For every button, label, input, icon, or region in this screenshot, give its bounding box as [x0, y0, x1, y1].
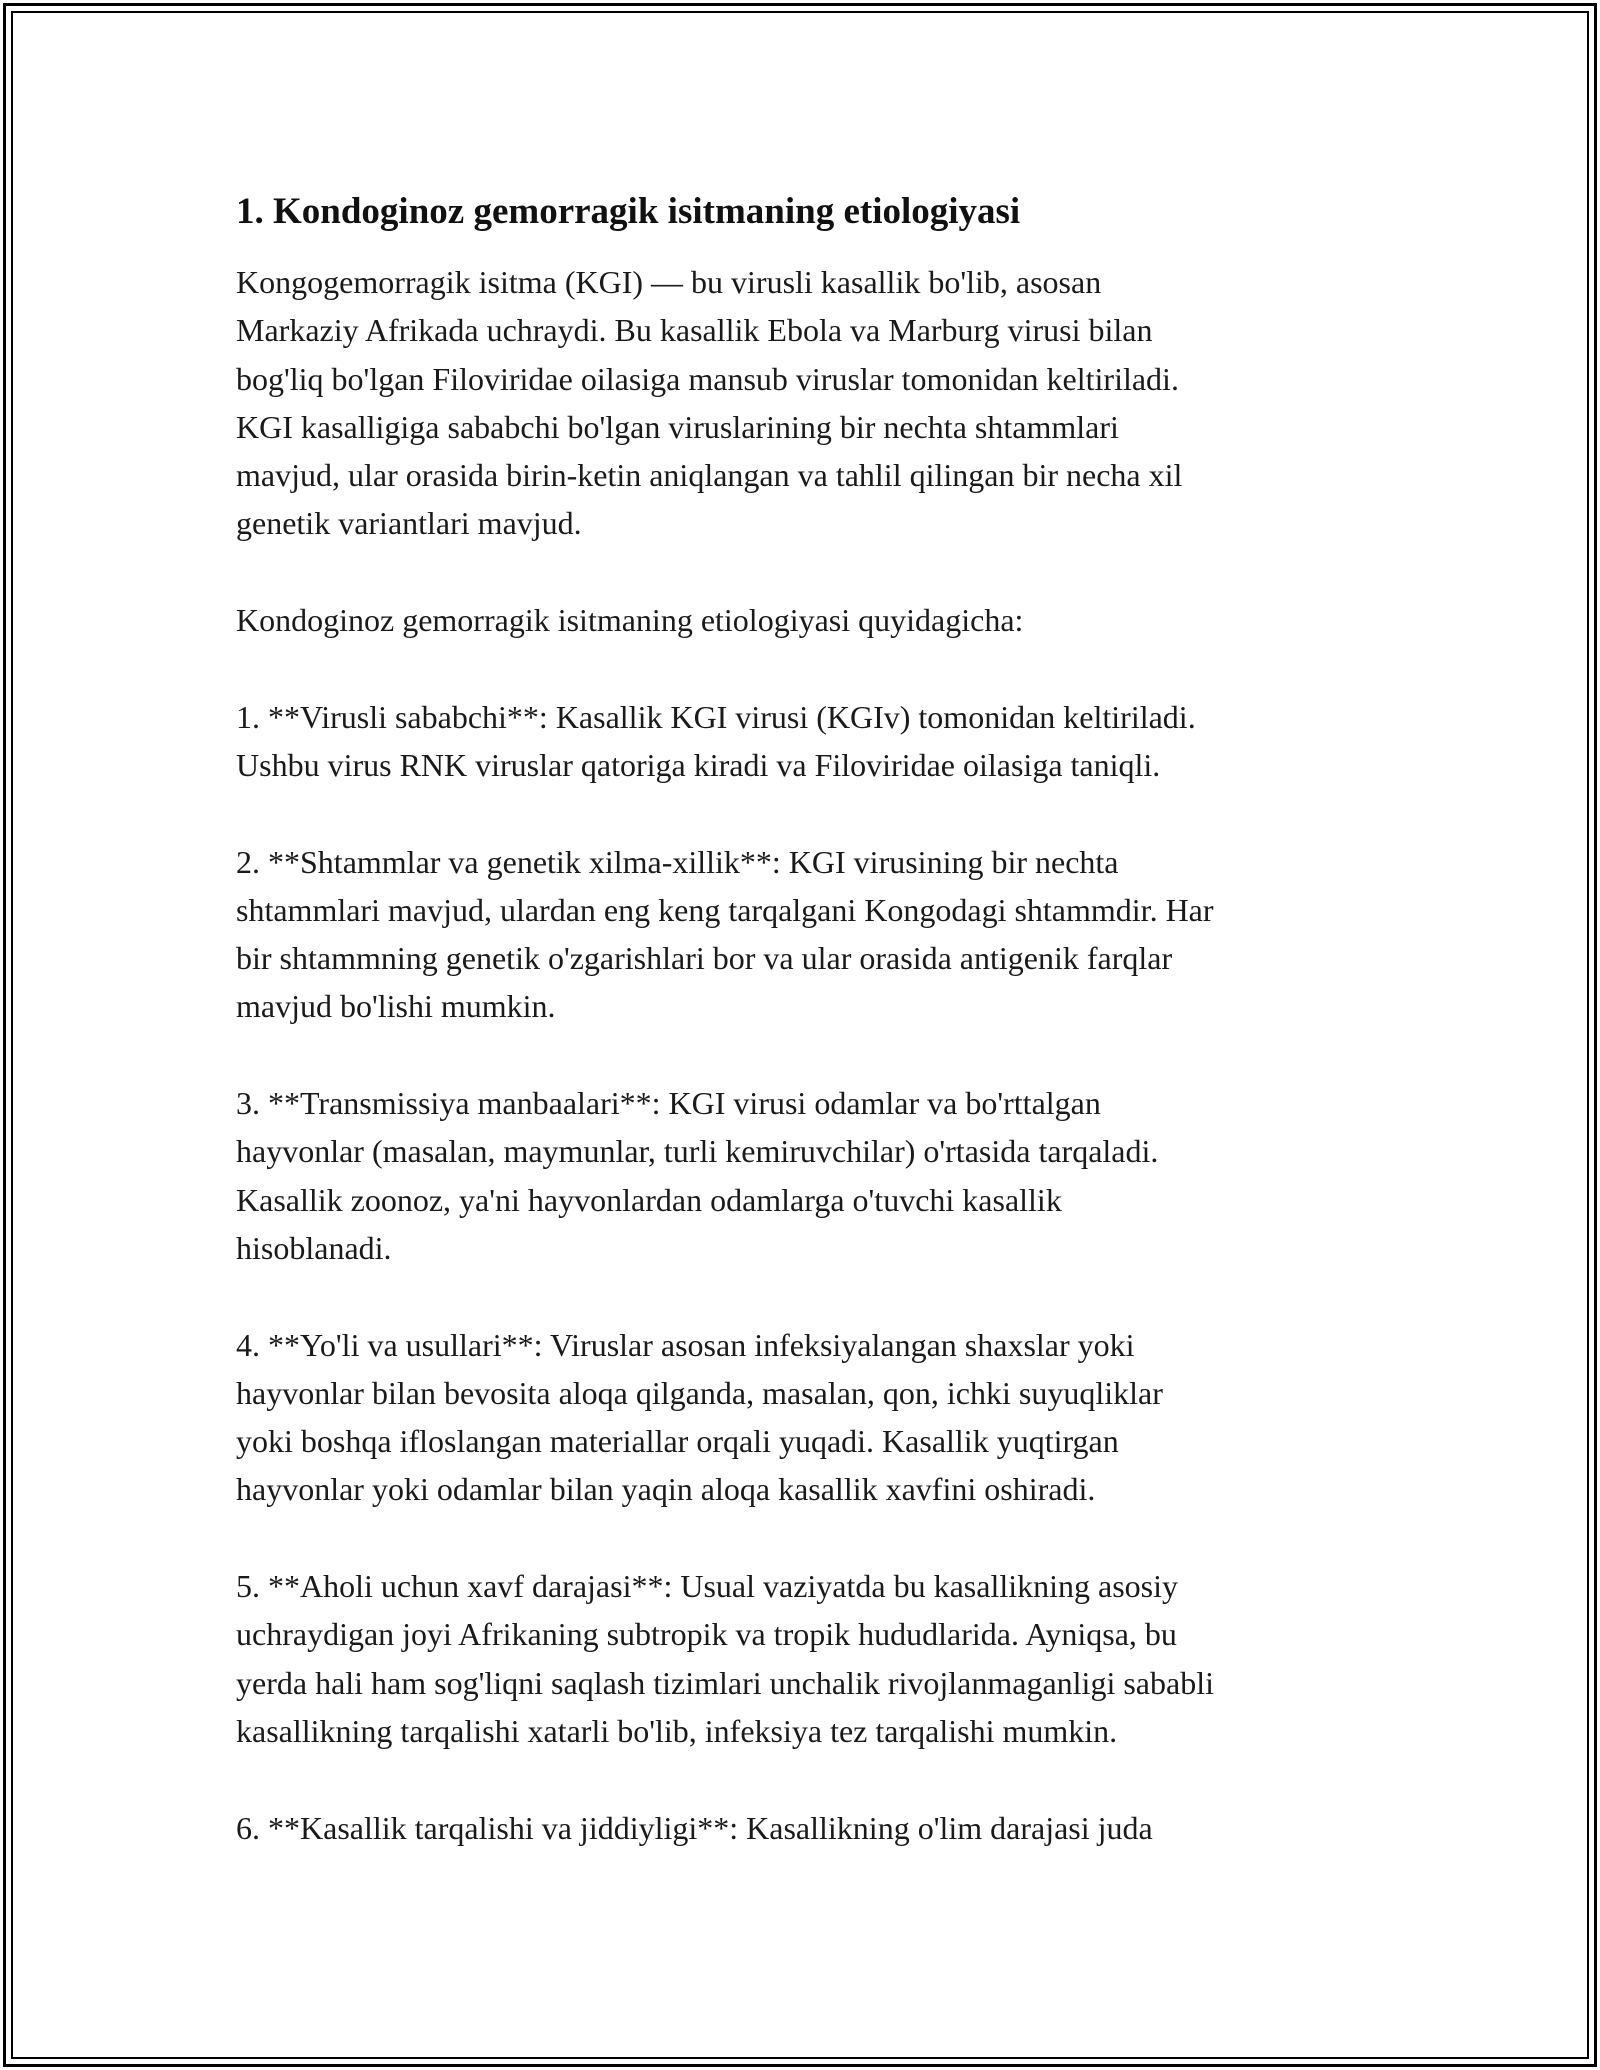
text-line: Ushbu virus RNK viruslar qatoriga kiradi va Filoviridae oilasiga taniqli. — [236, 746, 1161, 783]
text-line: hisoblanadi. — [236, 1229, 392, 1266]
text-line: Kasallik zoonoz, ya'ni hayvonlardan odamlarga o'tuvchi kasallik — [236, 1181, 1062, 1218]
paragraph — [236, 1562, 1366, 1755]
text-line: Kongogemorragik isitma (KGI) — bu virusli kasallik bo'lib, asosan — [236, 264, 1102, 300]
paragraph — [236, 1804, 1366, 1852]
text-line: mavjud bo'lishi mumkin. — [236, 988, 556, 1025]
paragraph-list — [236, 258, 1366, 1852]
text-line: yerda hali ham sog'liqni saqlash tizimlari unchalik rivojlanmaganligi sababli — [236, 1664, 1214, 1701]
text-line: uchraydigan joyi Afrikaning subtropik va tropik hududlarida. Ayniqsa, bu — [236, 1616, 1177, 1653]
paragraph — [236, 693, 1366, 790]
text-line: 3. **Transmissiya manbaalari**: KGI virusi odamlar va bo'rttalgan — [236, 1085, 1101, 1122]
text-line: bir shtammning genetik o'zgarishlari bor va ular orasida antigenik farqlar — [236, 940, 1173, 977]
paragraph — [236, 1321, 1366, 1514]
document-body — [236, 188, 1366, 1852]
text-line: Kondoginoz gemorragik isitmaning etiologiyasi quyidagicha: — [236, 602, 1024, 639]
text-line: 5. **Aholi uchun xavf darajasi**: Usual vaziyatda bu kasallikning asosiy — [236, 1568, 1179, 1605]
text-line: bog'liq bo'lgan Filoviridae oilasiga mansub viruslar tomonidan keltiriladi. — [236, 360, 1179, 397]
text-line: hayvonlar (masalan, maymunlar, turli kemiruvchilar) o'rtasida tarqaladi. — [236, 1133, 1159, 1170]
text-line: mavjud, ular orasida birin-ketin aniqlangan va tahlil qilingan bir necha xil — [236, 457, 1183, 494]
text-line: hayvonlar yoki odamlar bilan yaqin aloqa kasallik xavfini oshiradi. — [236, 1471, 1096, 1508]
text-line: 1. **Virusli sababchi**: Kasallik KGI virusi (KGIv) tomonidan keltiriladi. — [236, 698, 1196, 735]
text-line: shtammlari mavjud, ulardan eng keng tarqalgani Kongodagi shtammdir. Har — [236, 891, 1214, 928]
paragraph — [236, 258, 1366, 548]
text-line: yoki boshqa ifloslangan materiallar orqali yuqadi. Kasallik yuqtirgan — [236, 1423, 1119, 1460]
text-line: KGI kasalligiga sababchi bo'lgan viruslarining bir nechta shtammlari — [236, 408, 1119, 445]
text-line: 4. **Yo'li va usullari**: Viruslar asosan infeksiyalangan shaxslar yoki — [236, 1326, 1135, 1363]
text-line: hayvonlar bilan bevosita aloqa qilganda, masalan, qon, ichki suyuqliklar — [236, 1374, 1163, 1411]
text-line: kasallikning tarqalishi xatarli bo'lib, infeksiya tez tarqalishi mumkin. — [236, 1712, 1118, 1749]
paragraph — [236, 1079, 1366, 1272]
text-line: 2. **Shtammlar va genetik xilma-xillik**: KGI virusining bir nechta — [236, 843, 1119, 880]
paragraph — [236, 596, 1366, 644]
text-line: 6. **Kasallik tarqalishi va jiddiyligi**: Kasallikning o'lim darajasi juda — [236, 1809, 1153, 1846]
section-heading: 1. Kondoginoz gemorragik isitmaning etiologiyasi — [236, 191, 1021, 232]
text-line: genetik variantlari mavjud. — [236, 505, 582, 542]
text-line: Markaziy Afrikada uchraydi. Bu kasallik Ebola va Marburg virusi bilan — [236, 312, 1153, 349]
paragraph — [236, 838, 1366, 1031]
